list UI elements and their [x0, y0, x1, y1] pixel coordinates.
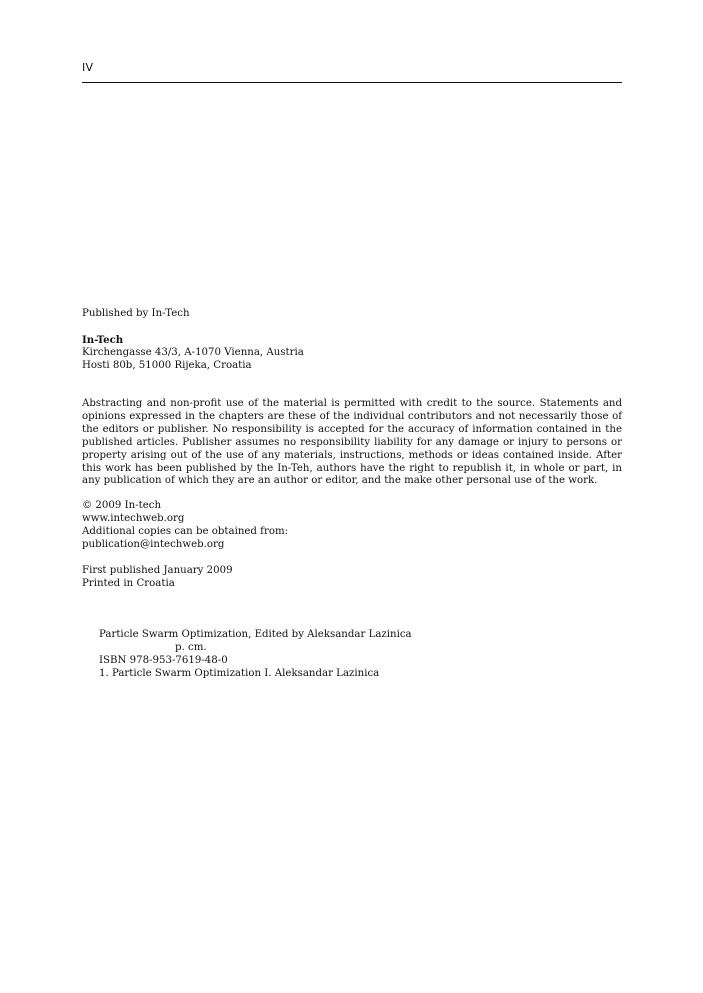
publisher-name: In-Tech [82, 334, 124, 346]
publisher-address-block [82, 334, 622, 373]
printed-in-line: Printed in Croatia [82, 577, 175, 589]
contact-email-link[interactable]: publication@intechweb.org [82, 538, 225, 550]
page-number: IV [82, 61, 94, 74]
disclaimer-line: Abstracting and non-profit use of the material is permitted with credit to the source. Statements and [82, 398, 622, 409]
cip-title-line: Particle Swarm Optimization, Edited by Aleksandar Lazinica [99, 629, 412, 640]
copies-note: Additional copies can be obtained from: [82, 525, 289, 537]
cataloguing-block [99, 629, 412, 681]
disclaimer-line: this work has been published by the In-Teh, authors have the right to republish it, in whole or part, in [82, 462, 622, 474]
disclaimer-line: opinions expressed in the chapters are these of the individual contributors and not necessarily those of [82, 410, 622, 422]
website-link[interactable]: www.intechweb.org [82, 512, 185, 524]
cip-isbn-line: ISBN 978-953-7619-48-0 [99, 654, 228, 666]
cip-pages-line: p. cm. [175, 641, 207, 653]
disclaimer-paragraph [82, 398, 622, 488]
disclaimer-line: the editors or publisher. No responsibility is accepted for the accuracy of information contained in the [82, 423, 622, 435]
published-by-line: Published by In-Tech [82, 308, 190, 319]
copyright-notice: © 2009 In-tech [82, 500, 162, 511]
published-by-block [82, 308, 622, 321]
publisher-address-rijeka: Hosti 80b, 51000 Rijeka, Croatia [82, 359, 252, 371]
disclaimer-line: any publication of which they are an author or editor, and the make other personal use of the work. [82, 475, 598, 487]
first-published-line: First published January 2009 [82, 565, 233, 576]
publisher-address-vienna: Kirchengasse 43/3, A-1070 Vienna, Austria [82, 346, 304, 358]
edition-block [82, 565, 622, 591]
disclaimer-line: property arising out of the use of any materials, instructions, methods or ideas contained inside. After [82, 449, 622, 461]
copyright-block [82, 500, 622, 552]
disclaimer-line: published articles. Publisher assumes no responsibility liability for any damage or injury to persons or [82, 436, 622, 448]
cip-subject-line: 1. Particle Swarm Optimization I. Aleksandar Lazinica [99, 667, 380, 679]
header-rule [82, 82, 622, 83]
